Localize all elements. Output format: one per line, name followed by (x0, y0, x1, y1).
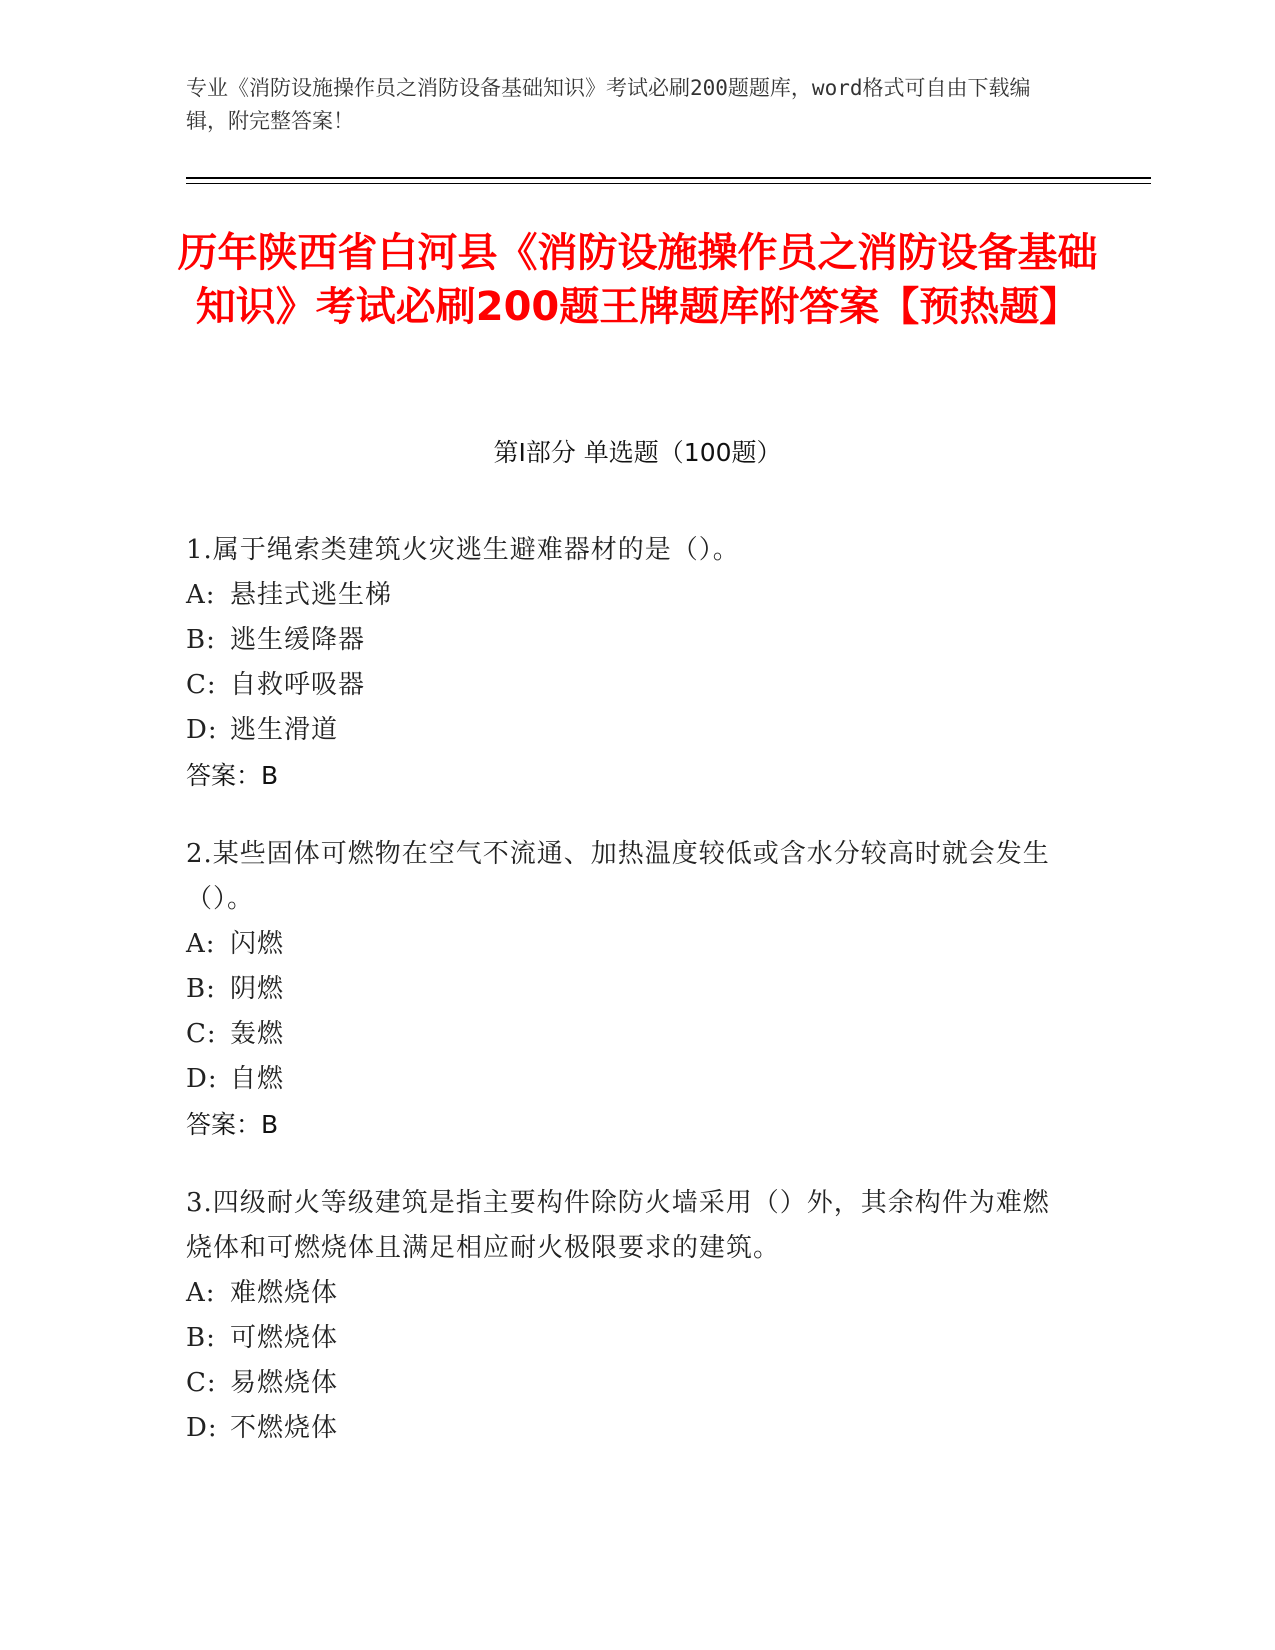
option-letter: C: (186, 1368, 217, 1398)
option-c (186, 663, 1066, 708)
option-letter: C: (186, 1019, 217, 1049)
question-stem: 3.四级耐火等级建筑是指主要构件除防火墙采用（）外，其余构件为难燃烧体和可燃烧体且满足相应耐火极限要求的建筑。 (186, 1188, 1050, 1263)
option-text: 自救呼吸器 (230, 670, 366, 700)
question-2 (186, 832, 1066, 1147)
option-d (186, 1057, 1066, 1102)
option-b (186, 618, 1066, 663)
option-text: 闪燃 (230, 929, 285, 959)
option-letter: D: (186, 1413, 218, 1443)
question-3 (186, 1181, 1066, 1451)
option-letter: A: (186, 1278, 216, 1308)
option-letter: C: (186, 670, 217, 700)
header-note: 专业《消防设施操作员之消防设备基础知识》考试必刷200题题库，word格式可自由下载编辑，附完整答案！ (186, 76, 1031, 133)
option-d (186, 1406, 1066, 1451)
header-rule-thin (186, 183, 1151, 184)
option-letter: D: (186, 1064, 218, 1094)
question-stem: 2.某些固体可燃物在空气不流通、加热温度较低或含水分较高时就会发生（）。 (186, 839, 1050, 914)
option-text: 逃生缓降器 (230, 625, 366, 655)
answer-line: 答案：B (186, 1110, 279, 1139)
option-text: 自燃 (230, 1064, 285, 1094)
option-letter: B: (186, 974, 216, 1004)
option-text: 可燃烧体 (230, 1323, 339, 1353)
section-title: 第I部分 单选题（100题） (493, 438, 782, 467)
header-rule-thick (186, 177, 1151, 179)
option-text: 易燃烧体 (230, 1368, 339, 1398)
question-1 (186, 528, 1066, 798)
option-text: 难燃烧体 (230, 1278, 339, 1308)
option-a (186, 573, 1066, 618)
question-list (186, 528, 1066, 1485)
option-text: 逃生滑道 (230, 715, 339, 745)
option-letter: B: (186, 625, 216, 655)
option-c (186, 1012, 1066, 1057)
option-a (186, 1271, 1066, 1316)
option-c (186, 1361, 1066, 1406)
document-title: 历年陕西省白河县《消防设施操作员之消防设备基础知识》考试必刷200题王牌题库附答案【预热题】 (177, 230, 1098, 330)
answer-line: 答案：B (186, 761, 279, 790)
option-text: 不燃烧体 (230, 1413, 339, 1443)
option-a (186, 922, 1066, 967)
option-letter: A: (186, 580, 216, 610)
option-text: 轰燃 (230, 1019, 285, 1049)
option-d (186, 708, 1066, 753)
option-letter: B: (186, 1323, 216, 1353)
option-letter: A: (186, 929, 216, 959)
question-stem: 1.属于绳索类建筑火灾逃生避难器材的是（）。 (186, 535, 740, 565)
option-text: 阴燃 (230, 974, 285, 1004)
option-text: 悬挂式逃生梯 (230, 580, 393, 610)
option-b (186, 967, 1066, 1012)
option-letter: D: (186, 715, 218, 745)
option-b (186, 1316, 1066, 1361)
